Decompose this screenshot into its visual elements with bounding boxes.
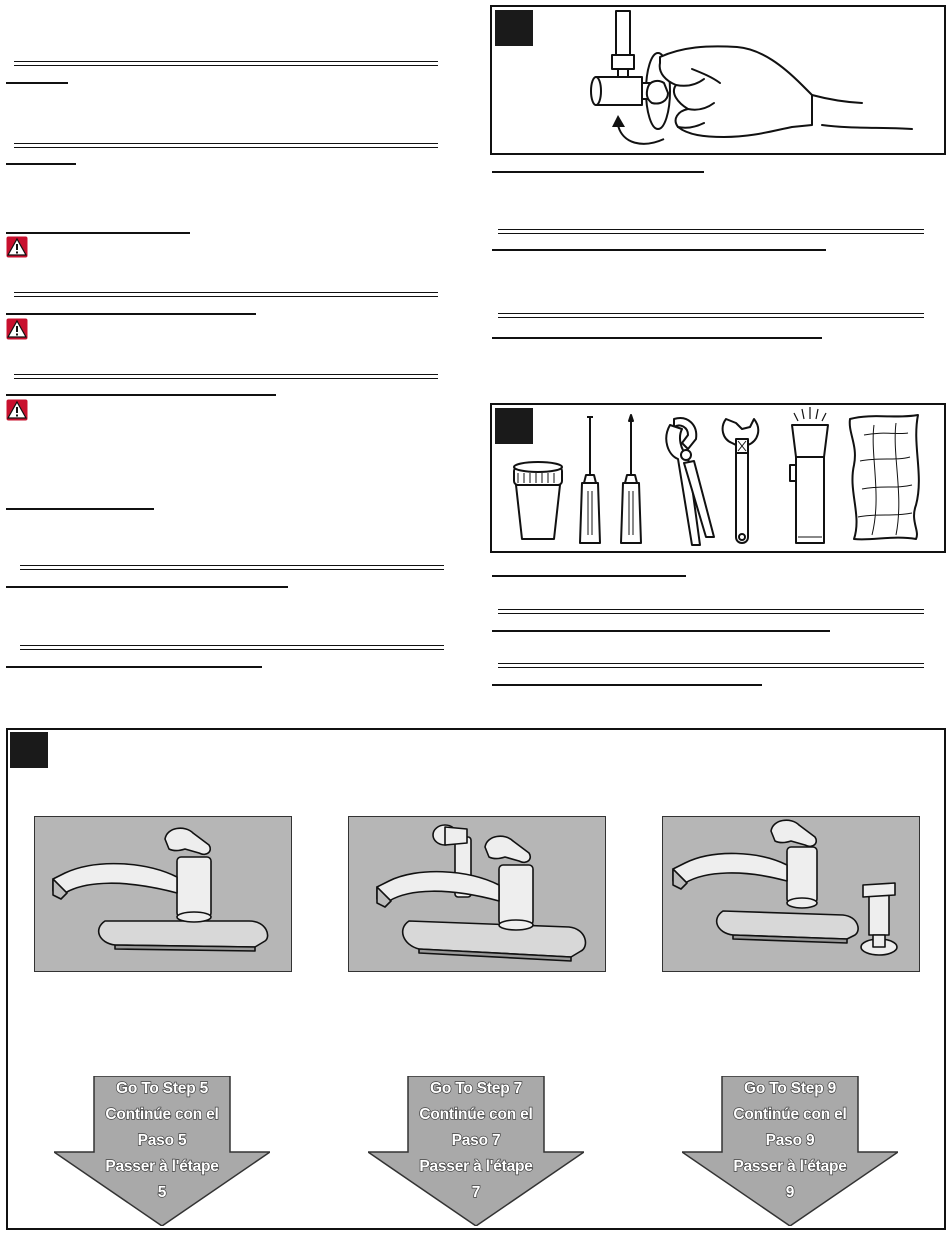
faucet-configuration-panel [6,728,946,1230]
arrow-line-1: Go To Step 7 [429,1080,523,1097]
text-rule [492,684,762,686]
section-rule [20,565,444,570]
text-rule [492,630,830,632]
section-rule [498,229,924,234]
section-rule [14,292,438,297]
go-to-step-arrow[interactable] [682,1076,898,1226]
text-rule [6,313,256,315]
arrow-line-5: 9 [785,1184,795,1201]
channel-lock-pliers-icon [666,418,714,545]
warning-icon [6,236,28,258]
text-rule [6,232,190,234]
arrow-line-4: Passer à l'étape [105,1158,219,1175]
text-rule [6,394,276,396]
text-rule [6,666,262,668]
warning-icon [6,399,28,421]
faucet-with-side-spray-image [348,816,606,972]
text-rule [6,163,76,165]
phillips-screwdriver-icon [621,415,641,543]
section-rule [14,143,438,148]
section-rule [20,645,444,650]
arrow-line-5: 7 [471,1184,481,1201]
go-to-step-arrow[interactable] [54,1076,270,1226]
arrow-line-2: Continúe con el [733,1106,847,1123]
arrow-line-5: 5 [157,1184,167,1201]
plumbers-putty-jar-icon [514,462,562,539]
flashlight-icon [790,407,828,543]
text-rule [492,171,704,173]
text-rule [492,249,826,251]
section-rule [498,609,924,614]
go-to-step-arrow[interactable] [368,1076,584,1226]
section-rule [14,61,438,66]
tools-panel [490,403,946,553]
warning-icon [6,318,28,340]
section-rule [498,313,924,318]
arrow-line-1: Go To Step 9 [743,1080,837,1097]
arrow-line-2: Continúe con el [105,1106,219,1123]
adjustable-wrench-icon [723,419,759,543]
arrow-line-3: Paso 7 [451,1132,501,1149]
arrow-line-1: Go To Step 5 [115,1080,209,1097]
arrow-line-2: Continúe con el [419,1106,533,1123]
arrow-line-4: Passer à l'étape [419,1158,533,1175]
arrow-line-3: Paso 9 [765,1132,815,1149]
section-rule [498,663,924,668]
text-rule [6,586,288,588]
towel-icon [850,415,919,539]
faucet-with-separate-spray-image [662,816,920,972]
text-rule [6,82,68,84]
text-rule [492,575,686,577]
faucet-no-spray-image [34,816,292,972]
arrow-line-3: Paso 5 [137,1132,187,1149]
shutoff-valve-hand-illustration [492,7,944,153]
shutoff-valve-panel [490,5,946,155]
arrow-line-4: Passer à l'étape [733,1158,847,1175]
text-rule [492,337,822,339]
section-rule [14,374,438,379]
step-number-box [10,732,48,768]
flat-screwdriver-icon [580,417,600,543]
text-rule [6,508,154,510]
